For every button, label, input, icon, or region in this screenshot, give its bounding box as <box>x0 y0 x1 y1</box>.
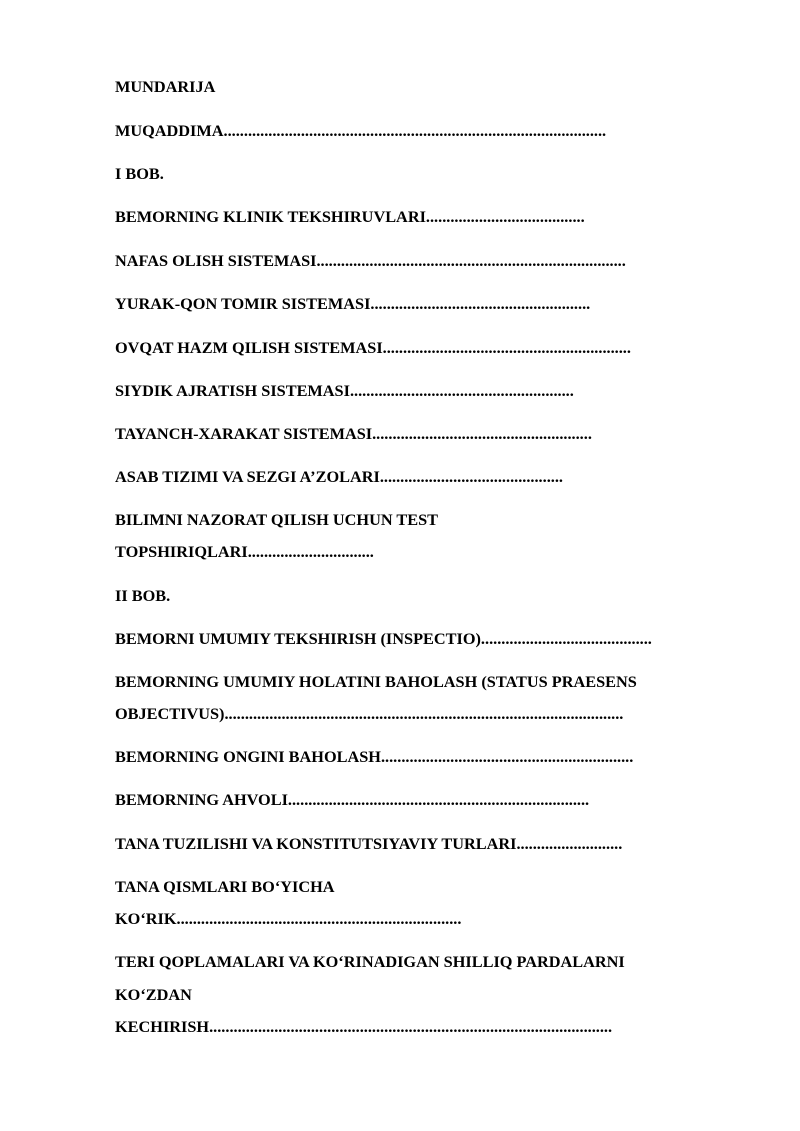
toc-entry: TANA TUZILISHI VA KONSTITUTSIYAVIY TURLARI.......................... <box>115 834 623 853</box>
toc-entry: TAYANCH-XARAKAT SISTEMASI...................................................... <box>115 424 592 443</box>
toc-entry: YURAK-QON TOMIR SISTEMASI...................................................... <box>115 294 591 313</box>
toc-entry-continuation: KO‘RIK...................................................................... <box>115 909 462 928</box>
toc-entry: BEMORNING ONGINI BAHOLASH.............................................................. <box>115 747 634 766</box>
toc-title: MUNDARIJA <box>115 77 216 96</box>
toc-entry-continuation: KO‘ZDAN <box>115 985 192 1004</box>
toc-entry-continuation: KECHIRISH................................................................................................... <box>115 1017 613 1036</box>
toc-entry-continuation: OBJECTIVUS).................................................................................................. <box>115 704 624 723</box>
toc-entry: TERI QOPLAMALARI VA KO‘RINADIGAN SHILLIQ PARDALARNI <box>115 952 625 971</box>
toc-entry: SIYDIK AJRATISH SISTEMASI....................................................... <box>115 381 574 400</box>
toc-entry: BEMORNING KLINIK TEKSHIRUVLARI....................................... <box>115 207 585 226</box>
toc-entry: BEMORNING AHVOLI.......................................................................... <box>115 790 590 809</box>
toc-entry: OVQAT HAZM QILISH SISTEMASI............................................................. <box>115 338 631 357</box>
toc-entry-continuation: TOPSHIRIQLARI............................... <box>115 542 374 561</box>
toc-entry-muqaddima: MUQADDIMA.............................................................................................. <box>115 121 607 140</box>
toc-entry: BEMORNING UMUMIY HOLATINI BAHOLASH (STATUS PRAESENS <box>115 672 637 691</box>
chapter-heading-2: II BOB. <box>115 586 171 605</box>
toc-entry: TANA QISMLARI BO‘YICHA <box>115 877 335 896</box>
chapter-heading-1: I BOB. <box>115 164 164 183</box>
toc-entry: NAFAS OLISH SISTEMASI............................................................................ <box>115 251 626 270</box>
toc-entry: BILIMNI NAZORAT QILISH UCHUN TEST <box>115 510 438 529</box>
toc-entry: ASAB TIZIMI VA SEZGI A’ZOLARI............................................. <box>115 467 563 486</box>
toc-entry: BEMORNI UMUMIY TEKSHIRISH (INSPECTIO).......................................... <box>115 629 652 648</box>
